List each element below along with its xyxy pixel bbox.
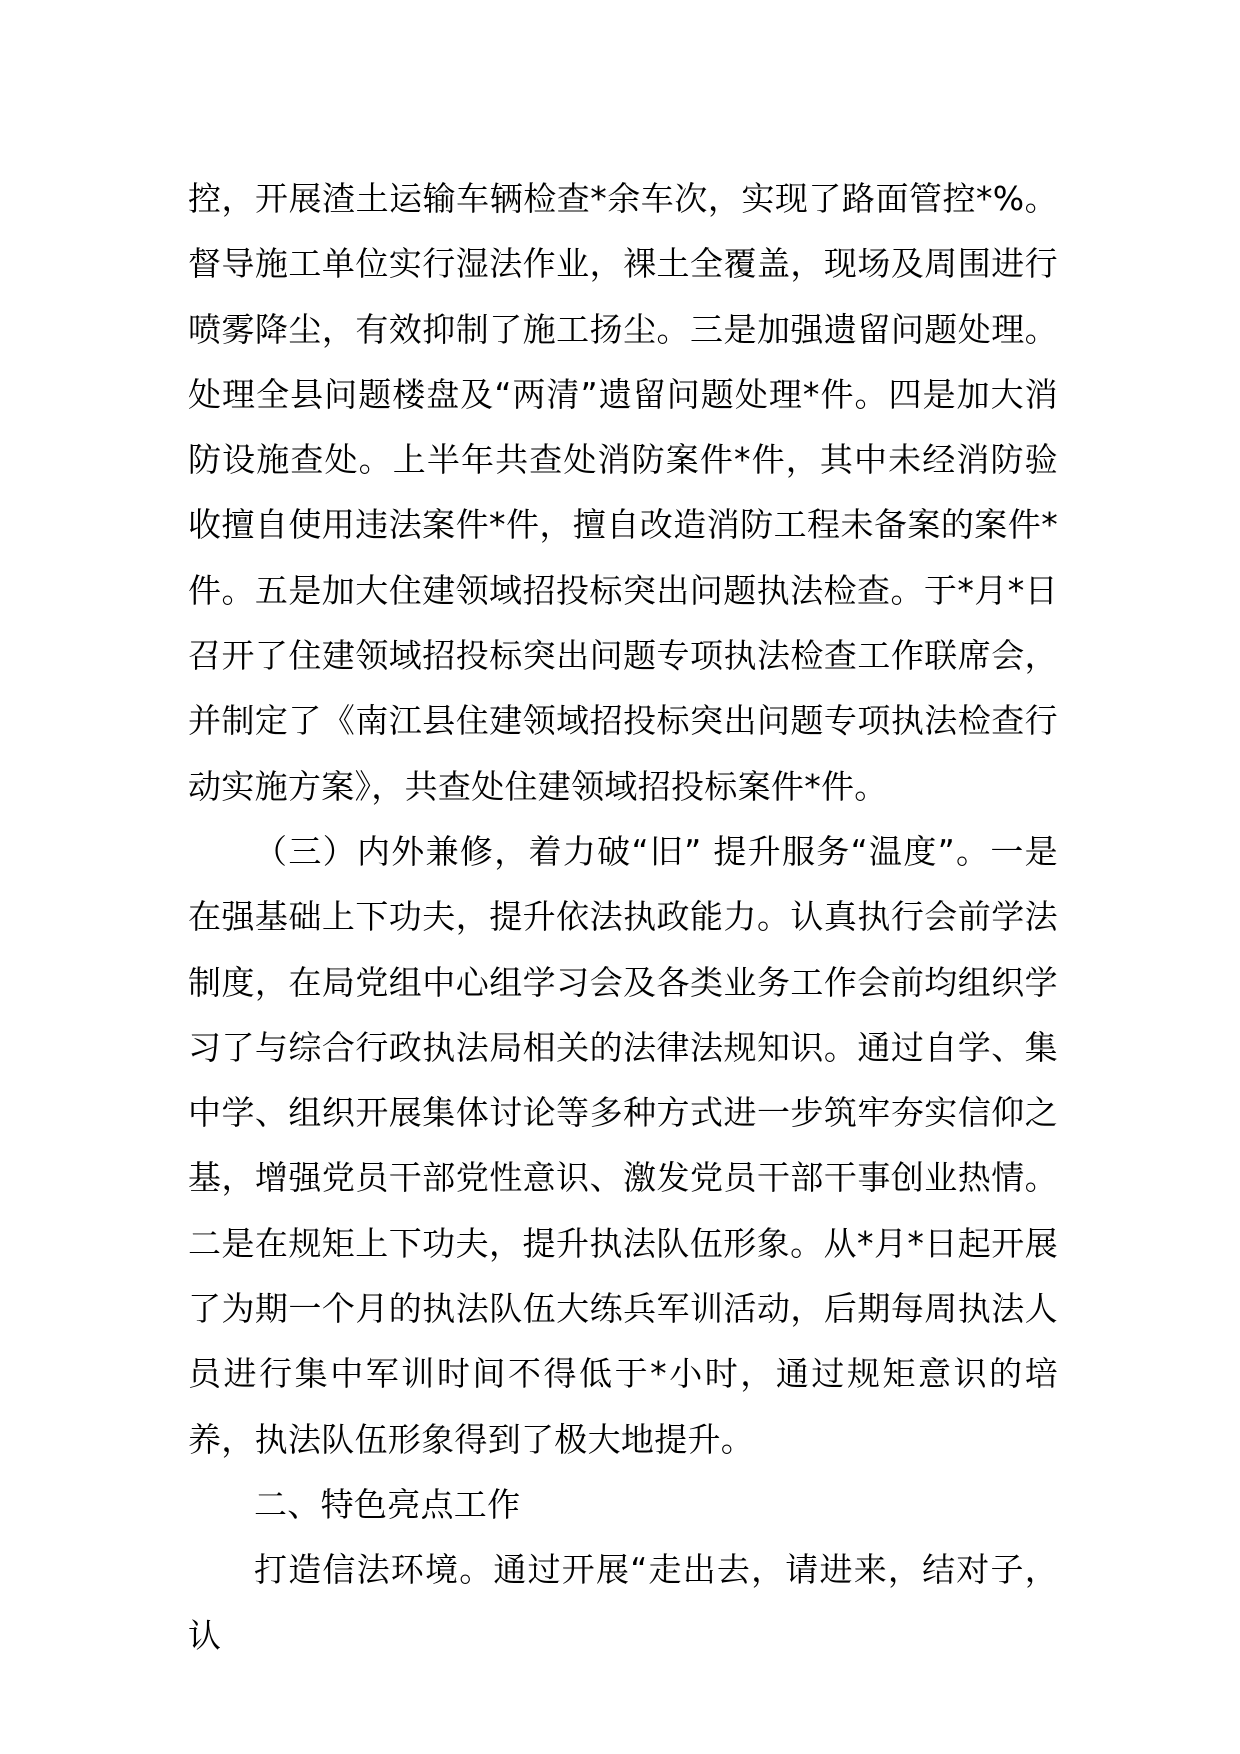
paragraph-enforcement-details: 控，开展渣土运输车辆检查*余车次，实现了路面管控*%。督导施工单位实行湿法作业，裸土全覆盖，现场及周围进行喷雾降尘，有效抑制了施工扬尘。三是加强遗留问题处理。处理全县问题楼盘及“两清”遗留问题处理*件。四是加大消防设施查处。上半年共查处消防案件*件，其中未经消防验收擅自使用违法案件*件，擅自改造消防工程未备案的案件*件。五是加大住建领域招投标突出问题执法检查。于*月*日召开了住建领域招投标突出问题专项执法检查工作联席会，并制定了《南江县住建领域招投标突出问题专项执法检查行动实施方案》，共查处住建领域招投标案件*件。 (188, 179, 1058, 806)
document-body (188, 166, 1058, 1668)
paragraph-section-three: （三）内外兼修，着力破“旧” 提升服务“温度”。一是在强基础上下功夫，提升依法执政能力。认真执行会前学法制度，在局党组中心组学习会及各类业务工作会前均组织学习了与综合行政执法局相关的法律法规知识。通过自学、集中学、组织开展集体讨论等多种方式进一步筑牢夯实信仰之基，增强党员干部党性意识、激发党员干部干事创业热情。二是在规矩上下功夫，提升执法队伍形象。从*月*日起开展了为期一个月的执法队伍大练兵军训活动，后期每周执法人员进行集中军训时间不得低于*小时，通过规矩意识的培养，执法队伍形象得到了极大地提升。 (188, 831, 1058, 1459)
section-heading-highlights: 二、特色亮点工作 (254, 1484, 521, 1524)
paragraph-legal-environment: 打造信法环境。通过开展“走出去，请进来，结对子，认 (188, 1550, 1058, 1655)
